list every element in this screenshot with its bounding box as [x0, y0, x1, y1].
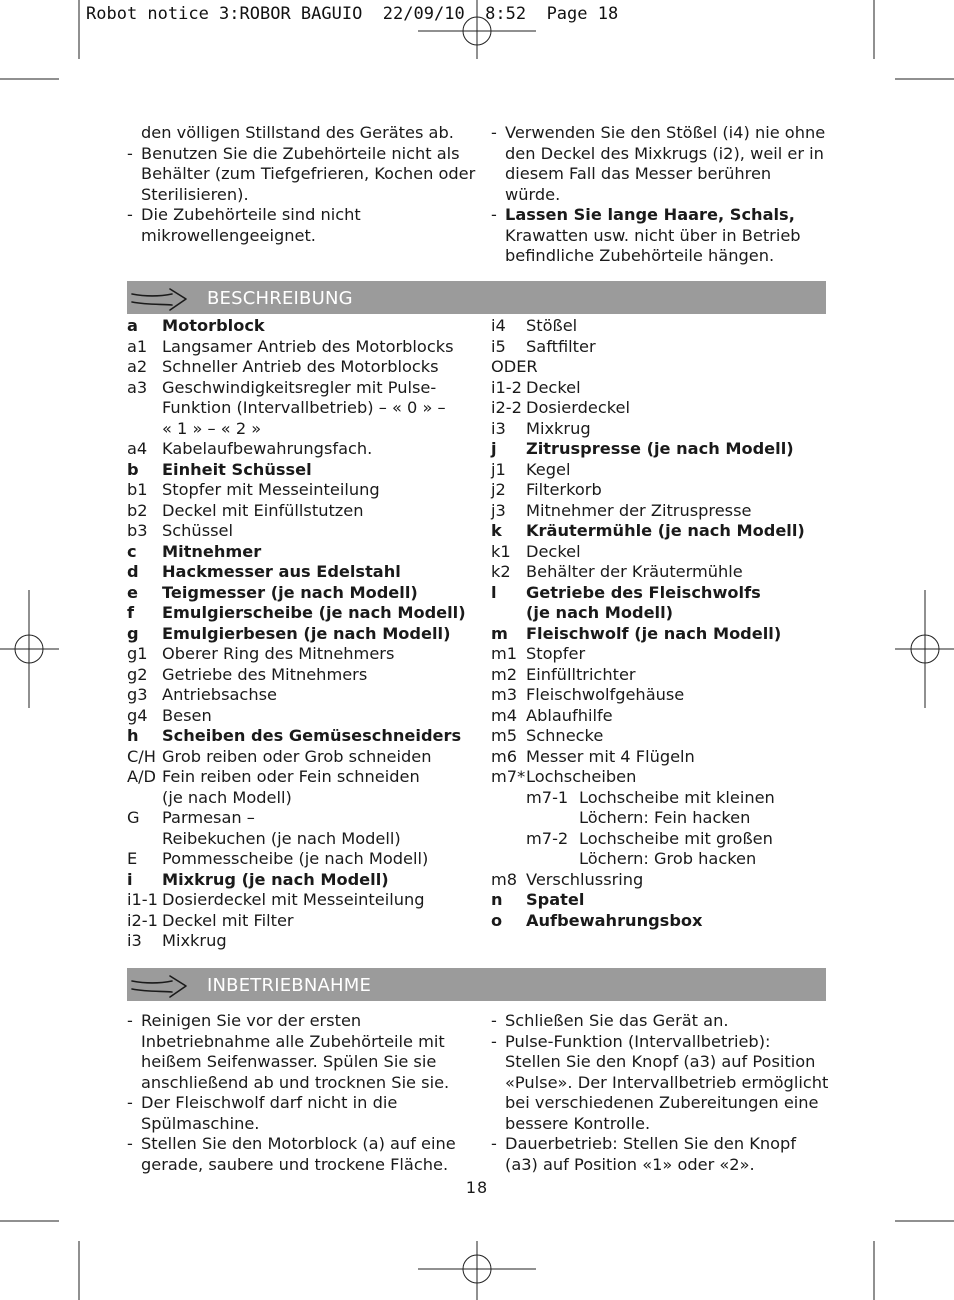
part-code: i2-2 — [491, 398, 522, 417]
part-label: Hackmesser aus Edelstahl — [162, 562, 401, 581]
part-row — [491, 398, 826, 419]
part-label: Dosierdeckel mit Messeinteilung — [162, 890, 425, 909]
part-label: Lochscheibe mit kleinen — [579, 787, 775, 807]
part-label: Deckel mit Einfüllstutzen — [162, 500, 364, 520]
part-label: Emulgierscheibe (je nach Modell) — [162, 603, 466, 622]
hand-drawn-arrow-icon — [130, 285, 190, 313]
part-row — [491, 911, 826, 932]
part-label: Deckel mit Filter — [162, 910, 294, 930]
part-row — [127, 706, 479, 727]
part-code: i4 — [491, 316, 506, 335]
part-row — [491, 480, 826, 501]
part-label: Einfülltrichter — [526, 664, 636, 684]
part-code: m8 — [491, 869, 518, 889]
part-row — [127, 439, 479, 460]
bullet-text: Die Zubehörteile sind nicht mikrowellengeeignet. — [141, 205, 361, 245]
bullet-item — [491, 1011, 831, 1032]
part-label: Mixkrug — [162, 931, 227, 950]
part-code: j2 — [491, 480, 506, 499]
part-code: a1 — [127, 336, 148, 356]
part-label: Grob reiben oder Grob schneiden — [162, 746, 432, 766]
bullet-item — [127, 144, 477, 206]
part-code: g4 — [127, 705, 148, 725]
part-row — [491, 706, 826, 727]
part-row — [127, 316, 479, 337]
part-code: b3 — [127, 521, 148, 540]
part-label: Behälter der Kräutermühle — [526, 562, 743, 581]
part-code: j1 — [491, 459, 506, 479]
part-label: Teigmesser (je nach Modell) — [162, 582, 418, 602]
part-label: Emulgierbesen (je nach Modell) — [162, 623, 451, 643]
part-row — [491, 788, 826, 809]
part-row — [127, 870, 479, 891]
part-code: ODER — [491, 357, 538, 376]
part-row — [127, 501, 479, 522]
part-label: Aufbewahrungsbox — [526, 910, 703, 930]
section-header-beschreibung — [127, 281, 826, 314]
part-code: i3 — [491, 418, 506, 438]
registration-mark-left — [0, 590, 59, 708]
part-label: Messer mit 4 Flügeln — [526, 746, 695, 766]
part-code: g2 — [127, 664, 148, 684]
intro-right-column — [491, 123, 826, 267]
registration-mark-bottom — [418, 1241, 536, 1300]
part-label: Reibekuchen (je nach Modell) — [162, 828, 401, 848]
part-code — [127, 788, 162, 809]
part-label: Besen — [162, 705, 212, 725]
part-code: a2 — [127, 357, 148, 376]
part-code: o — [491, 910, 503, 930]
part-label: Parmesan – — [162, 808, 255, 827]
part-row — [491, 767, 826, 788]
part-code: m7-2 — [526, 828, 569, 848]
part-row — [127, 726, 479, 747]
intro-left-column — [127, 123, 477, 246]
part-code: b — [127, 459, 139, 479]
part-code: E — [127, 849, 138, 868]
part-row — [127, 788, 479, 809]
part-code: C/H — [127, 746, 156, 766]
part-code: g3 — [127, 685, 148, 704]
part-row — [491, 665, 826, 686]
part-row — [127, 665, 479, 686]
part-row — [127, 542, 479, 563]
part-code: m2 — [491, 664, 518, 684]
part-row — [491, 501, 826, 522]
bullet-text: Benutzen Sie die Zubehörteile nicht als Behälter (zum Tiefgefrieren, Kochen oder Sterilisieren). — [141, 143, 476, 204]
part-code: b2 — [127, 500, 148, 520]
part-code: f — [127, 603, 135, 622]
part-code — [491, 603, 526, 624]
page-number: 18 — [465, 1178, 489, 1197]
part-code: A/D — [127, 767, 156, 786]
part-code: j3 — [491, 500, 506, 520]
bullet-text: Schließen Sie das Gerät an. — [505, 1011, 729, 1030]
part-label: Getriebe des Fleischwolfs — [526, 582, 761, 602]
bullet-item — [491, 1032, 831, 1135]
part-row — [491, 542, 826, 563]
part-row — [127, 931, 479, 952]
part-row — [127, 562, 479, 583]
part-row — [491, 378, 826, 399]
part-row — [491, 726, 826, 747]
part-label: (je nach Modell) — [526, 603, 674, 622]
bullet-item — [491, 1134, 831, 1175]
part-row — [491, 890, 826, 911]
bullet-text: Der Fleischwolf darf nicht in die Spülmaschine. — [141, 1093, 398, 1133]
part-code: m4 — [491, 705, 518, 725]
part-label: Oberer Ring des Mitnehmers — [162, 644, 395, 663]
part-label: Löchern: Fein hacken — [579, 808, 751, 827]
part-code: i1-2 — [491, 377, 522, 397]
section-title: BESCHREIBUNG — [207, 288, 353, 309]
part-label: Antriebsachse — [162, 685, 277, 704]
part-row — [491, 829, 826, 850]
part-row — [127, 747, 479, 768]
parts-list-left — [127, 316, 479, 952]
part-code: m5 — [491, 726, 518, 745]
part-label: Fein reiben oder Fein schneiden — [162, 767, 420, 786]
part-row — [127, 829, 479, 850]
part-label: Geschwindigkeitsregler mit Pulse- — [162, 377, 437, 397]
section-title: INBETRIEBNAHME — [207, 975, 372, 996]
part-row — [127, 378, 479, 399]
part-label: Verschlussring — [526, 869, 644, 889]
part-row — [491, 747, 826, 768]
part-label: Filterkorb — [526, 480, 602, 499]
part-code: m7-1 — [526, 787, 569, 807]
part-label: Lochscheiben — [526, 767, 637, 786]
part-code: k2 — [491, 562, 511, 581]
part-row — [127, 849, 479, 870]
part-code: k1 — [491, 541, 511, 561]
part-row — [127, 603, 479, 624]
part-code: m — [491, 623, 508, 643]
part-row — [127, 521, 479, 542]
part-label: Deckel — [526, 377, 581, 397]
bullet-item — [127, 1134, 477, 1175]
part-code: i5 — [491, 336, 506, 356]
part-code: c — [127, 541, 137, 561]
part-label: Stopfer mit Messeinteilung — [162, 480, 380, 499]
part-code: m1 — [491, 644, 518, 663]
part-label: Lochscheibe mit großen — [579, 828, 773, 848]
part-code — [127, 398, 162, 419]
part-label: Langsamer Antrieb des Motorblocks — [162, 336, 454, 356]
part-label: Pommesscheibe (je nach Modell) — [162, 849, 429, 868]
startup-left-column — [127, 1011, 477, 1175]
part-row — [491, 419, 826, 440]
part-row — [127, 460, 479, 481]
part-row — [127, 767, 479, 788]
part-row — [127, 357, 479, 378]
part-code: b1 — [127, 480, 148, 499]
bullet-item — [491, 205, 826, 267]
part-label: Fleischwolfgehäuse — [526, 685, 685, 704]
part-row — [491, 808, 826, 829]
part-label: (je nach Modell) — [162, 787, 292, 807]
part-label: Kegel — [526, 459, 571, 479]
part-code: a3 — [127, 377, 148, 397]
part-code — [526, 849, 579, 870]
part-label: Mitnehmer der Zitruspresse — [526, 500, 752, 520]
part-label: Saftfilter — [526, 336, 596, 356]
part-code: g1 — [127, 644, 148, 663]
part-row — [127, 911, 479, 932]
part-code: a4 — [127, 439, 148, 458]
hand-drawn-arrow-icon — [130, 972, 190, 1000]
part-label: « 1 » – « 2 » — [162, 418, 262, 438]
part-row — [491, 562, 826, 583]
part-row — [127, 398, 479, 419]
part-code: a — [127, 316, 138, 335]
part-code: n — [491, 890, 503, 909]
part-label: Mixkrug — [526, 418, 591, 438]
bullet-text: Dauerbetrieb: Stellen Sie den Knopf (a3) auf Position «1» oder «2». — [505, 1134, 797, 1174]
part-code: G — [127, 808, 140, 827]
part-row — [491, 685, 826, 706]
part-code: i1-1 — [127, 890, 158, 909]
part-code: i — [127, 869, 133, 889]
bullet-text: Pulse-Funktion (Intervallbetrieb): Stellen Sie den Knopf (a3) auf Position «Pulse». Der Intervallbetrieb ermöglicht bei verschiedenen Zubereitungen eine bessere Kontrolle. — [505, 1031, 829, 1133]
part-code — [127, 829, 162, 850]
part-row — [491, 337, 826, 358]
bullet-text: Stellen Sie den Motorblock (a) auf eine gerade, saubere und trockene Fläche. — [141, 1134, 456, 1174]
section-header-inbetriebnahme — [127, 968, 826, 1001]
part-row — [491, 603, 826, 624]
part-label: Stößel — [526, 316, 578, 335]
part-label: Schüssel — [162, 521, 234, 540]
part-row — [127, 890, 479, 911]
part-label: Zitruspresse (je nach Modell) — [526, 439, 794, 458]
bullet-text: Krawatten usw. nicht über in Betrieb befindliche Zubehörteile hängen. — [505, 225, 801, 265]
part-label: Getriebe des Mitnehmers — [162, 664, 368, 684]
bullet-text: den völligen Stillstand des Gerätes ab. — [141, 123, 454, 142]
part-label: Spatel — [526, 890, 585, 909]
part-row — [127, 583, 479, 604]
bullet-text: Reinigen Sie vor der ersten Inbetriebnahme alle Zubehörteile mit heißem Seifenwasser. Spülen Sie sie anschließend ab und trocknen Sie sie. — [141, 1011, 450, 1092]
part-code: m7* — [491, 767, 526, 786]
part-label: Einheit Schüssel — [162, 459, 312, 479]
part-label: Ablaufhilfe — [526, 705, 613, 725]
bullet-item — [127, 1011, 477, 1093]
part-code: i3 — [127, 931, 142, 950]
part-row — [491, 870, 826, 891]
parts-list-right — [491, 316, 826, 931]
part-label: Motorblock — [162, 316, 265, 335]
part-label: Löchern: Grob hacken — [579, 849, 757, 868]
part-code: l — [491, 582, 497, 602]
part-label: Scheiben des Gemüseschneiders — [162, 726, 462, 745]
part-label: Funktion (Intervallbetrieb) – « 0 » – — [162, 398, 446, 417]
registration-mark-right — [895, 590, 954, 708]
part-code: i2-1 — [127, 910, 158, 930]
part-row — [127, 644, 479, 665]
bullet-item — [127, 205, 477, 246]
part-row — [491, 357, 826, 378]
part-code: j — [491, 439, 497, 458]
startup-right-column — [491, 1011, 831, 1175]
part-code — [526, 808, 579, 829]
part-row — [127, 624, 479, 645]
part-row — [127, 419, 479, 440]
part-label: Kräutermühle (je nach Modell) — [526, 521, 805, 540]
part-row — [491, 521, 826, 542]
part-row — [127, 808, 479, 829]
part-row — [491, 439, 826, 460]
part-label: Stopfer — [526, 644, 586, 663]
part-row — [127, 337, 479, 358]
part-code: h — [127, 726, 139, 745]
part-row — [127, 685, 479, 706]
part-code: d — [127, 562, 139, 581]
part-row — [127, 480, 479, 501]
part-code: m6 — [491, 746, 518, 766]
part-label: Dosierdeckel — [526, 398, 631, 417]
part-label: Mitnehmer — [162, 541, 262, 561]
part-label: Schnecke — [526, 726, 604, 745]
bold-lead: Lassen Sie lange Haare, Schals, — [505, 205, 795, 224]
part-row — [491, 583, 826, 604]
part-code: m3 — [491, 685, 518, 704]
part-row — [491, 316, 826, 337]
part-label: Schneller Antrieb des Motorblocks — [162, 357, 439, 376]
bullet-text: Verwenden Sie den Stößel (i4) nie ohne den Deckel des Mixkrugs (i2), weil er in diesem Fall das Messer berühren würde. — [505, 123, 826, 204]
part-code: g — [127, 623, 139, 643]
part-code — [127, 419, 162, 440]
part-label: Deckel — [526, 541, 581, 561]
part-row — [491, 849, 826, 870]
part-label: Kabelaufbewahrungsfach. — [162, 439, 373, 458]
part-label: Fleischwolf (je nach Modell) — [526, 623, 782, 643]
bullet-item — [127, 1093, 477, 1134]
part-code: k — [491, 521, 502, 540]
bullet-item — [491, 123, 826, 205]
part-row — [491, 460, 826, 481]
bullet-item — [127, 123, 477, 144]
part-code: e — [127, 582, 138, 602]
part-row — [491, 644, 826, 665]
part-label: Mixkrug (je nach Modell) — [162, 869, 389, 889]
print-slug: Robot notice 3:ROBOR BAGUIO 22/09/10 8:52 Page 18 — [86, 4, 619, 24]
part-row — [491, 624, 826, 645]
